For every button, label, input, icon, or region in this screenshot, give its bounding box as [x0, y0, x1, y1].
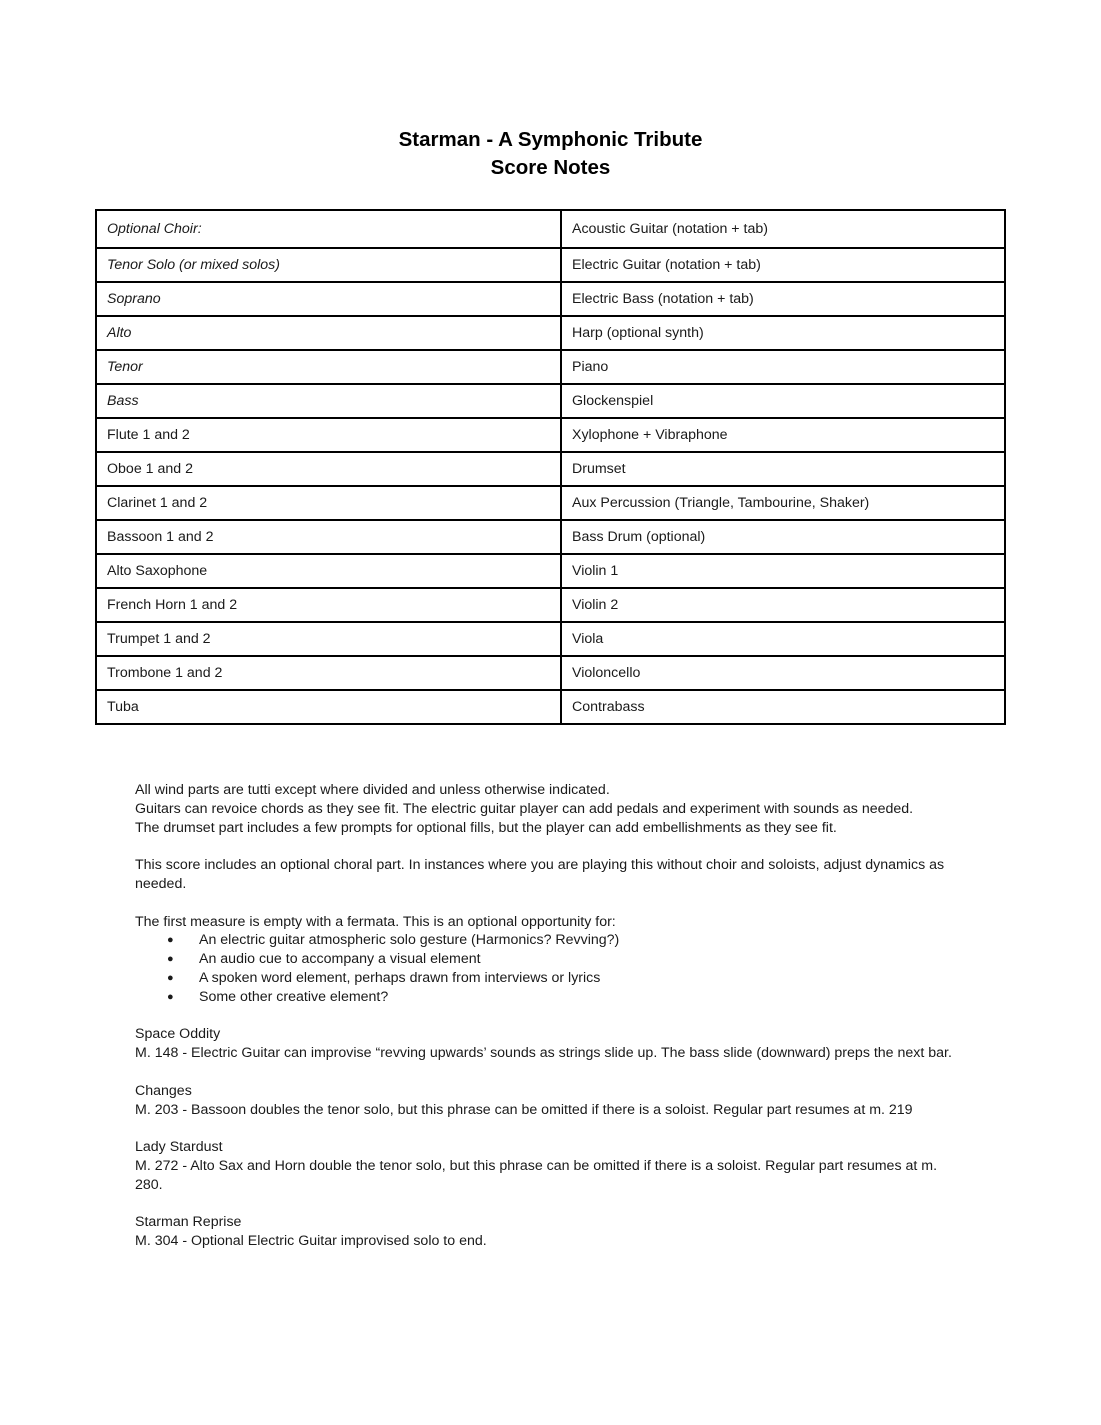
instrument-cell: Xylophone + Vibraphone — [561, 418, 1005, 452]
table-row — [96, 520, 1005, 554]
list-item — [135, 931, 965, 950]
table-row — [96, 690, 1005, 724]
instrument-cell: Violin 2 — [561, 588, 1005, 622]
table-row — [96, 350, 1005, 384]
instrument-cell: Harp (optional synth) — [561, 316, 1005, 350]
option-text: Some other creative element? — [199, 988, 389, 1005]
note-general-1: All wind parts are tutti except where divided and unless otherwise indicated. — [135, 782, 610, 798]
bullet-icon: ● — [167, 953, 174, 966]
option-text: An electric guitar atmospheric solo gesture (Harmonics? Revving?) — [199, 932, 620, 949]
section-heading: Space Oddity — [135, 1026, 221, 1043]
table-row — [96, 210, 1005, 248]
section-text: M. 272 - Alto Sax and Horn double the tenor solo, but this phrase can be omitted if there is a soloist. Regular part resumes at m. 280. — [135, 1157, 938, 1193]
spacer — [135, 1119, 965, 1138]
voice-cell: Tenor — [96, 350, 561, 384]
instrument-cell: Acoustic Guitar (notation + tab) — [561, 210, 1005, 248]
section-text: M. 304 - Optional Electric Guitar improvised solo to end. — [135, 1233, 487, 1250]
voice-cell: Trombone 1 and 2 — [96, 656, 561, 690]
page-subtitle: Score Notes — [490, 156, 611, 179]
score-notes — [135, 781, 965, 1251]
instrument-cell: Violoncello — [561, 656, 1005, 690]
option-text: A spoken word element, perhaps drawn from interviews or lyrics — [199, 969, 601, 986]
instrument-cell: Aux Percussion (Triangle, Tambourine, Shaker) — [561, 486, 1005, 520]
section-heading: Changes — [135, 1082, 192, 1099]
instrument-cell: Bass Drum (optional) — [561, 520, 1005, 554]
spacer — [135, 837, 965, 856]
instrument-cell: Contrabass — [561, 690, 1005, 724]
instrument-cell: Electric Bass (notation + tab) — [561, 282, 1005, 316]
spacer — [135, 1063, 965, 1082]
table-row — [96, 588, 1005, 622]
voice-cell: Optional Choir: — [96, 210, 561, 248]
voice-cell: Alto — [96, 316, 561, 350]
instrument-cell: Violin 1 — [561, 554, 1005, 588]
table-row — [96, 316, 1005, 350]
table-row — [96, 486, 1005, 520]
option-text: An audio cue to accompany a visual element — [199, 951, 481, 968]
note-choir: This score includes an optional choral part. In instances where you are playing this without choir and soloists, adjust dynamics as needed. — [135, 857, 945, 892]
table-row — [96, 418, 1005, 452]
table-row — [96, 452, 1005, 486]
bullet-icon: ● — [167, 934, 174, 947]
voice-cell: Tenor Solo (or mixed solos) — [96, 248, 561, 282]
voice-cell: Soprano — [96, 282, 561, 316]
note-general-3: The drumset part includes a few prompts for optional fills, but the player can add embellishments as they see fit. — [135, 819, 837, 836]
voice-cell: Bass — [96, 384, 561, 418]
table-row — [96, 656, 1005, 690]
bullet-icon: ● — [167, 971, 174, 984]
note-first-measure: The first measure is empty with a fermata. This is an optional opportunity for: — [135, 913, 616, 930]
note-general-2: Guitars can revoice chords as they see fit. The electric guitar player can add pedals and experiment with sounds as needed. — [135, 800, 914, 817]
page-title: Starman - A Symphonic Tribute — [398, 128, 703, 151]
spacer — [135, 1007, 965, 1026]
table-row — [96, 282, 1005, 316]
voice-cell: French Horn 1 and 2 — [96, 588, 561, 622]
voice-cell: Clarinet 1 and 2 — [96, 486, 561, 520]
instrument-cell: Glockenspiel — [561, 384, 1005, 418]
first-measure-options — [135, 931, 965, 1006]
instrument-cell: Electric Guitar (notation + tab) — [561, 248, 1005, 282]
voice-cell: Flute 1 and 2 — [96, 418, 561, 452]
voice-cell: Bassoon 1 and 2 — [96, 520, 561, 554]
voice-cell: Trumpet 1 and 2 — [96, 622, 561, 656]
table-row — [96, 622, 1005, 656]
instrumentation-table — [95, 209, 1006, 725]
list-item — [135, 988, 965, 1007]
voice-cell: Tuba — [96, 690, 561, 724]
instrument-cell: Piano — [561, 350, 1005, 384]
voice-cell: Oboe 1 and 2 — [96, 452, 561, 486]
section-heading: Starman Reprise — [135, 1214, 242, 1231]
instrumentation-table-body — [96, 210, 1005, 724]
list-item — [135, 969, 965, 988]
table-row — [96, 384, 1005, 418]
title-block — [0, 126, 1101, 182]
bullet-icon: ● — [167, 990, 174, 1003]
list-item — [135, 950, 965, 969]
instrument-cell: Viola — [561, 622, 1005, 656]
voice-cell: Alto Saxophone — [96, 554, 561, 588]
spacer — [135, 894, 965, 913]
table-row — [96, 554, 1005, 588]
section-text: M. 203 - Bassoon doubles the tenor solo, but this phrase can be omitted if there is a soloist. Regular part resumes at m. 219 — [135, 1101, 913, 1118]
instrument-cell: Drumset — [561, 452, 1005, 486]
table-row — [96, 248, 1005, 282]
spacer — [135, 1195, 965, 1214]
section-heading: Lady Stardust — [135, 1139, 223, 1156]
section-text: M. 148 - Electric Guitar can improvise “revving upwards’ sounds as strings slide up. The bass slide (downward) preps the next bar. — [135, 1045, 952, 1062]
